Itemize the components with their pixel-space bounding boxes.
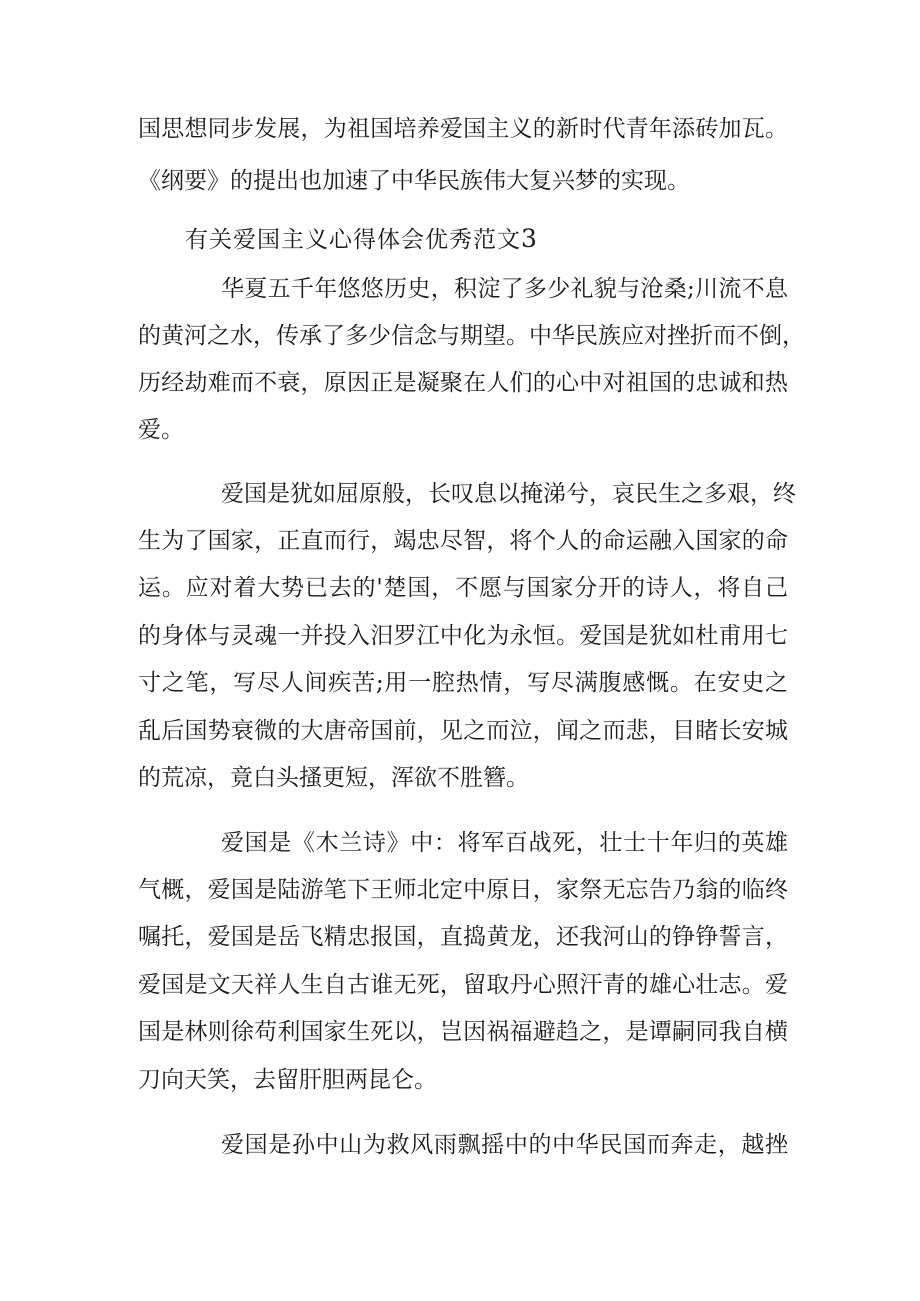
text-line: 生为了国家，正直而行，竭忠尽智，将个人的命运融入国家的命	[138, 528, 788, 554]
text-line: 爱国是犹如屈原般，长叹息以掩涕兮，哀民生之多艰，终	[221, 481, 796, 507]
section-heading	[185, 224, 538, 255]
text-line: 华夏五千年悠悠历史，积淀了多少礼貌与沧桑;川流不息	[221, 276, 788, 302]
text-line: 的黄河之水，传承了多少信念与期望。中华民族应对挫折而不倒，	[138, 323, 805, 349]
section-heading-text: 有关爱国主义心得体会优秀范文	[185, 227, 521, 253]
text-line: 国思想同步发展，为祖国培养爱国主义的新时代青年添砖加瓦。	[138, 116, 788, 142]
text-line: 的身体与灵魂一并投入汨罗江中化为永恒。爱国是犹如杜甫用七	[138, 623, 788, 649]
section-heading-number: 3	[521, 224, 538, 253]
text-line: 嘱托，爱国是岳飞精忠报国，直捣黄龙，还我河山的铮铮誓言，	[138, 924, 788, 950]
text-line: 爱国是文天祥人生自古谁无死，留取丹心照汗青的雄心壮志。爱	[138, 972, 788, 998]
text-line: 气概，爱国是陆游笔下王师北定中原日，家祭无忘告乃翁的临终	[138, 877, 788, 903]
text-line: 历经劫难而不衰，原因正是凝聚在人们的心中对祖国的忠诚和热	[138, 370, 788, 396]
text-line: 寸之笔，写尽人间疾苦;用一腔热情，写尽满腹感慨。在安史之	[138, 670, 788, 696]
text-line: 乱后国势衰微的大唐帝国前，见之而泣，闻之而悲，目睹长安城	[138, 718, 788, 744]
text-line: 刀向天笑，去留肝胆两昆仑。	[138, 1067, 437, 1093]
text-line: 爱国是《木兰诗》中：将军百战死，壮士十年归的英雄	[221, 830, 788, 856]
text-line: 运。应对着大势已去的'楚国，不愿与国家分开的诗人，将自己	[138, 575, 788, 601]
text-line: 的荒凉，竟白头搔更短，浑欲不胜簪。	[138, 765, 529, 791]
text-line: 《纲要》的提出也加速了中华民族伟大复兴梦的实现。	[138, 168, 690, 194]
text-line: 爱。	[138, 417, 184, 443]
text-line: 爱国是孙中山为救风雨飘摇中的中华民国而奔走，越挫	[221, 1132, 788, 1158]
text-line: 国是林则徐苟利国家生死以，岂因祸福避趋之，是谭嗣同我自横	[138, 1019, 788, 1045]
